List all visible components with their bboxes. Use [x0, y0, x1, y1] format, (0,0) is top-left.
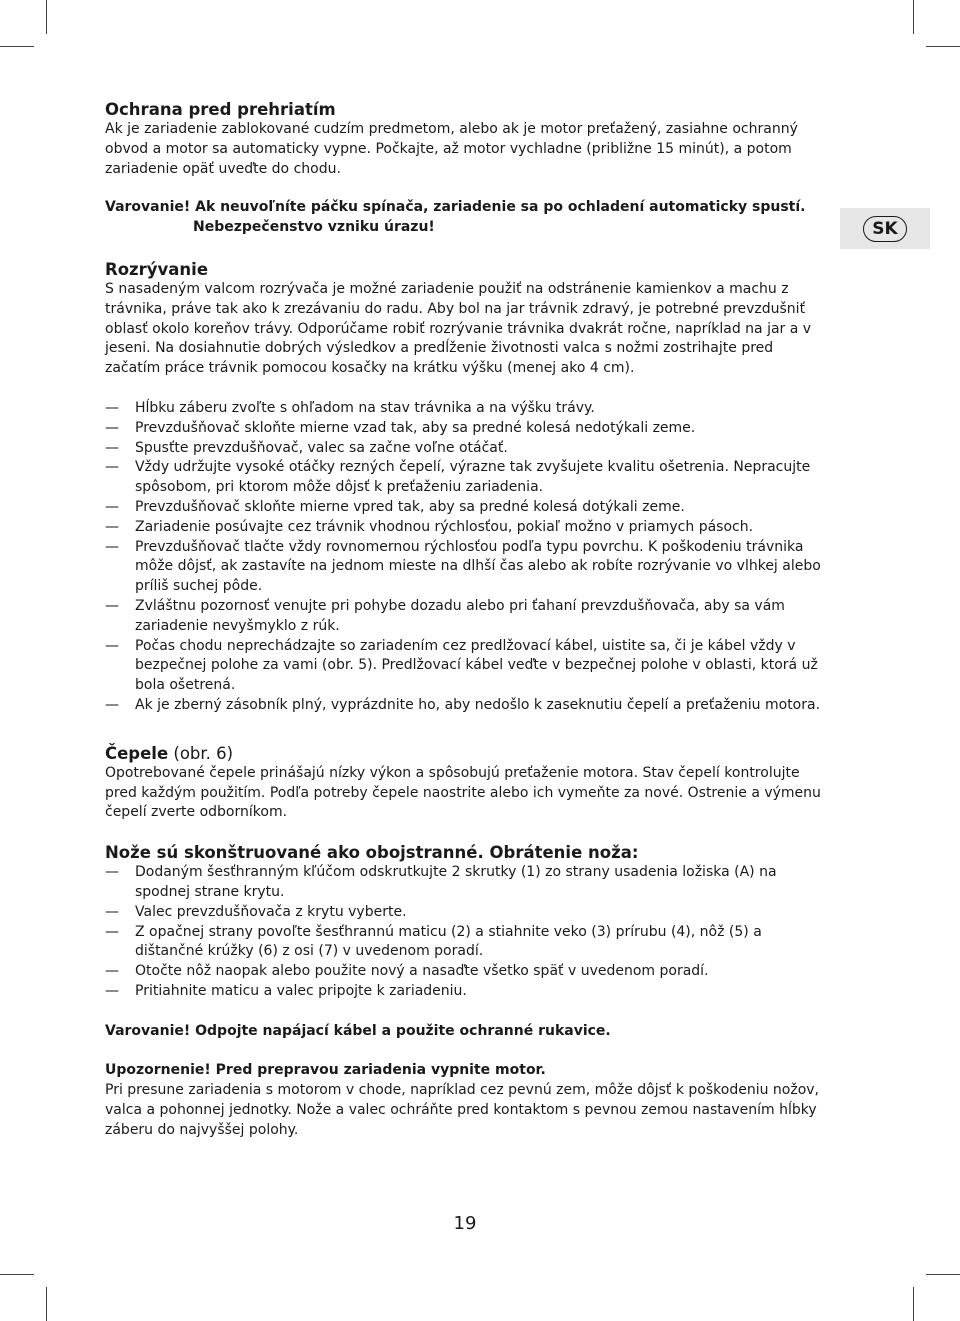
list-item: — Pritiahnite maticu a valec pripojte k zariadeniu.: [105, 982, 467, 999]
section-title: Upozornenie! Pred prepravou zariadenia vypnite motor.: [105, 1062, 546, 1079]
section-title: Čepele (obr. 6): [105, 743, 234, 763]
instruction-list: [105, 863, 830, 1002]
instruction-list: [105, 399, 830, 716]
list-item: — Dodaným šesťhranným kľúčom odskrutkujte 2 skrutky (1) zo strany usadenia ložiska (A) na spodnej strane krytu.: [105, 864, 777, 900]
crop-mark-top-left-h: [0, 46, 34, 47]
warning-line-1: Varovanie! Ak neuvoľníte páčku spínača, zariadenie sa po ochladení automaticky spustí.: [105, 199, 806, 216]
section-text: S nasadeným valcom rozrývača je možné zariadenie použiť na odstránenie kamienkov a machu z trávnika, práve tak ako k zrezávaniu do radu. Aby bol na jar trávnik zdravý, je potrebné prevzdušniť oblasť okolo koreňov trávy. Odporúčame robiť rozrývanie trávnika dvakrát ročne, napríklad na jar a v jeseni. Na dosiahnutie dobrých výsledkov a predĺženie životnosti valca s nožmi zostrihajte pred začatím práce trávnik pomocou kosačky na krátku výšku (menej ako 4 cm).: [105, 280, 812, 377]
section-transport: [105, 1061, 830, 1140]
crop-mark-bottom-right: [913, 1287, 914, 1321]
list-item: — Prevzdušňovač skloňte mierne vpred tak, aby sa predné kolesá dotýkali zeme.: [105, 498, 685, 515]
list-item: — Vždy udržujte vysoké otáčky rezných čepelí, výrazne tak zvyšujete kvalitu ošetrenia. Nepracujte spôsobom, pri ktorom môže dôjsť k preťaženiu zariadenia.: [105, 459, 811, 496]
crop-mark-bottom-left-h: [0, 1274, 34, 1275]
list-item: — Ak je zberný zásobník plný, vyprázdnite ho, aby nedošlo k zaseknutiu čepelí a preťaženiu motora.: [105, 696, 821, 713]
section-scarifying: [105, 260, 830, 716]
section-title: Ochrana pred prehriatím: [105, 100, 336, 119]
crop-mark-top-right: [913, 0, 914, 34]
section-text: Ak je zariadenie zablokované cudzím predmetom, alebo ak je motor preťažený, zasiahne ochranný obvod a motor sa automaticky vypne. Počkajte, až motor vychladne (približne 15 minút), a potom zariadenie opäť uveďte do chodu.: [105, 121, 798, 177]
list-item: — Zariadenie posúvajte cez trávnik vhodnou rýchlosťou, pokiaľ možno v priamych pásoch.: [105, 518, 754, 535]
section-overheat: [105, 100, 830, 238]
crop-mark-top-left: [46, 0, 47, 34]
list-item: — Hĺbku záberu zvoľte s ohľadom na stav trávnika a na výšku trávy.: [105, 399, 595, 416]
list-item: — Otočte nôž naopak alebo použite nový a nasaďte všetko späť v uvedenom poradí.: [105, 963, 709, 980]
section-title: Rozrývanie: [105, 259, 209, 279]
list-item: — Prevzdušňovač skloňte mierne vzad tak, aby sa predné kolesá nedotýkali zeme.: [105, 419, 696, 436]
crop-mark-top-right-h: [926, 46, 960, 47]
list-item: — Z opačnej strany povoľte šesťhrannú maticu (2) a stiahnite veko (3) prírubu (4), nôž (5) a dištančné krúžky (6) z osi (7) v uvedenom poradí.: [105, 923, 762, 960]
language-badge-label: SK: [863, 216, 906, 242]
list-item: — Zvláštnu pozornosť venujte pri pohybe dozadu alebo pri ťahaní prevzdušňovača, aby sa vám zariadenie nevyšmyklo z rúk.: [105, 597, 785, 634]
language-badge: [840, 208, 930, 249]
section-knife-reverse: [105, 843, 830, 1041]
section-title: Nože sú skonštruované ako obojstranné. Obrátenie noža:: [105, 843, 639, 863]
crop-mark-bottom-left: [46, 1287, 47, 1321]
warning: [105, 198, 830, 238]
section-text: Opotrebované čepele prinášajú nízky výkon a spôsobujú preťaženie motora. Stav čepelí kontrolujte pred každým použitím. Podľa potreby čepele naostrite alebo ich vymeňte za nové. Ostrenie a výmenu čepelí zverte odborníkom.: [105, 764, 821, 821]
section-text: Pri presune zariadenia s motorom v chode, napríklad cez pevnú zem, môže dôjsť k poškodeniu nožov, valca a pohonnej jednotky. Nože a valec ochráňte pred kontaktom s pevnou zemou nastavením hĺbky záberu do najvyššej polohy.: [105, 1082, 819, 1138]
section-blades: [105, 744, 830, 823]
crop-mark-bottom-right-h: [926, 1274, 960, 1275]
list-item: — Prevzdušňovač tlačte vždy rovnomernou rýchlosťou podľa typu povrchu. K poškodeniu trávnika môže dôjsť, ak zastavíte na jednom mieste na dlhší čas alebo ak robíte rozrývanie vo vlhkej alebo príliš suchej pôde.: [105, 538, 821, 595]
warning-line-2: Nebezpečenstvo vzniku úrazu!: [193, 219, 435, 236]
list-item: — Počas chodu neprechádzajte so zariadením cez predlžovací kábel, uistite sa, či je kábel vždy v bezpečnej polohe za vami (obr. 5). Predlžovací kábel veďte v bezpečnej polohe v oblasti, ktorá už bola ošetrená.: [105, 637, 818, 694]
warning: Varovanie! Odpojte napájací kábel a použite ochranné rukavice.: [105, 1022, 611, 1039]
list-item: — Spusťte prevzdušňovač, valec sa začne voľne otáčať.: [105, 439, 508, 456]
page-number: 19: [453, 1213, 477, 1234]
page-content: [105, 100, 830, 1141]
list-item: — Valec prevzdušňovača z krytu vyberte.: [105, 903, 407, 920]
